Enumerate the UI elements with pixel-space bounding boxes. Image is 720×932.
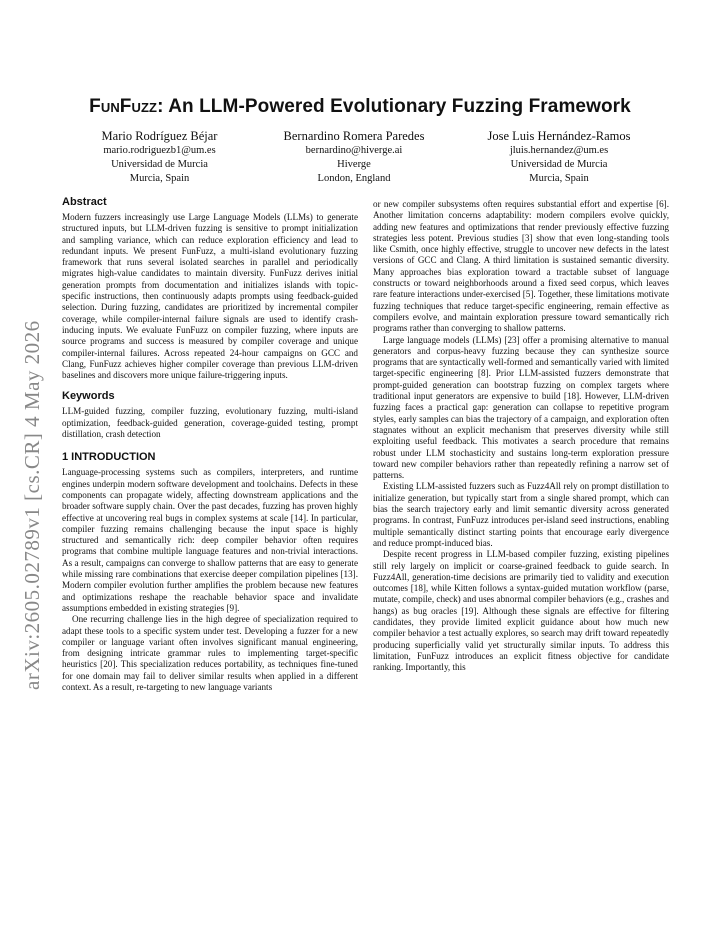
- introduction-heading: 1 INTRODUCTION: [62, 451, 156, 464]
- author-2: [254, 128, 454, 186]
- author-email: bernardino@hiverge.ai: [305, 145, 403, 156]
- paper-title: [40, 96, 680, 118]
- keywords-text: LLM-guided fuzzing, compiler fuzzing, evolutionary fuzzing, multi-island optimization, feedback-guided generation, coverage-guided testing, prompt distillation, crash detection: [62, 406, 358, 440]
- author-3: [454, 128, 664, 186]
- author-name: Mario Rodríguez Béjar: [101, 129, 218, 143]
- abstract-text: Modern fuzzers increasingly use Large Language Models (LLMs) to generate structured inputs, but LLM-driven fuzzing is sensitive to prompt initialization and sampling variance, which can reduce exploration efficiency and lead to redundant inputs. We present FunFuzz, a multi-island evolutionary fuzzing framework that runs several isolated searches in parallel and periodically migrates high-value candidates to maintain diversity. FunFuzz derives initial generation prompts from documentation and initializes islands with topic-specific instructions, then continuously adapts prompts using feedback-guided selection. During fuzzing, candidates are prioritized by incremental compiler coverage, while compiler-internal failure signals are used to identify crash-inducing inputs. We evaluate FunFuzz on compiler fuzzing, where inputs are source programs and success is measured by compiler coverage and unique compiler-internal failures. Across repeated 24-hour campaigns on GCC and Clang, FunFuzz achieves higher compiler coverage than previous LLM-driven baselines and discovers more unique failure-triggering inputs.: [62, 212, 358, 381]
- intro-paragraph: Language-processing systems such as compilers, interpreters, and runtime engines underpin modern software development and toolchains. Defects in these components can propagate widely, affecting downstream applications and the broader software supply chain. Over the past decades, fuzzing has proven highly effective at uncovering real bugs in complex systems at scale [14]. In particular, compiler fuzzing remains challenging because the input space is highly structured and semantically rich: deep compiler behavior often requires programs that combine multiple language features and non-trivial interactions. As a result, campaigns can converge to shallow patterns that are easy to generate while missing rare combinations that exercise deeper compilation pipelines [13]. Modern compiler evolution further amplifies the problem because new features and optimizations reshape the reachable behavior space and invalidate assumptions embedded in existing strategies [9].: [62, 467, 358, 613]
- author-location: Murcia, Spain: [129, 173, 190, 184]
- abstract-heading: Abstract: [62, 196, 107, 208]
- author-location: London, England: [317, 173, 391, 184]
- title-rest: : An LLM-Powered Evolutionary Fuzzing Framework: [157, 96, 631, 117]
- left-column: [62, 195, 358, 693]
- arxiv-identifier: arXiv:2605.02789v1 [cs.CR] 4 May 2026: [20, 320, 44, 690]
- author-location: Murcia, Spain: [529, 173, 589, 184]
- intro-paragraph: or new compiler subsystems often requires substantial effort and expertise [6]. Another limitation concerns adaptability: modern compilers evolve quickly, adding new features and optimizations that render previously effective fuzzing strategies less potent. Previous studies [3] show that even long-standing tools like Csmith, once highly effective, struggle to uncover new defects in the latest versions of GCC and Clang. A third limitation is sustained semantic diversity. Many approaches bias exploration toward a tractable subset of language constructs or toward neighborhoods around a fixed seed corpus, which leaves rare feature interactions under-exercised [5]. Together, these limitations motivate fuzzing techniques that reduce target-specific engineering, remain effective as compilers evolve, and maintain exploration pressure toward semantically rich programs rather than converging to shallow patterns.: [373, 199, 669, 334]
- author-block: [82, 128, 660, 190]
- intro-paragraph: Existing LLM-assisted fuzzers such as Fuzz4All rely on prompt distillation to initialize generation, but typically start from a single shared prompt, which can bias the search trajectory early and limit semantic diversity across generated programs. In contrast, FunFuzz introduces per-island seed instructions, enabling multiple semantically distinct starting points that encourage early divergence and reduce prompt-induced bias.: [373, 481, 669, 548]
- author-email: jluis.hernandez@um.es: [509, 145, 609, 156]
- author-affiliation: Universidad de Murcia: [111, 159, 208, 170]
- title-system-name: FunFuzz: [89, 96, 158, 117]
- author-name: Jose Luis Hernández-Ramos: [487, 129, 631, 143]
- author-name: Bernardino Romera Paredes: [283, 129, 425, 143]
- keywords-heading: Keywords: [62, 390, 115, 403]
- author-email: mario.rodriguezb1@um.es: [103, 145, 216, 156]
- author-affiliation: Universidad de Murcia: [510, 159, 608, 170]
- author-affiliation: Hiverge: [337, 159, 371, 170]
- right-column: [373, 199, 669, 673]
- intro-paragraph: One recurring challenge lies in the high degree of specialization required to adapt these tools to a specific system under test. Developing a fuzzer for a new compiler or language variant often involves significant manual engineering, from designing intricate grammar rules to implementing target-specific heuristics [20]. This specialization reduces portability, as techniques fine-tuned for one domain may fail to deliver similar results when applied in a different context. As a result, re-targeting to new language variants: [62, 614, 358, 692]
- author-1: [82, 128, 237, 186]
- intro-paragraph: Despite recent progress in LLM-based compiler fuzzing, existing pipelines still rely largely on implicit or coarse-grained feedback to guide search. In Fuzz4All, generation-time decisions are primarily tied to validity and execution outcomes [18], while Kitten follows a syntax-guided mutation workflow (parse, mutate, compile, check) and uses abnormal compiler behaviors (e.g., crashes and hangs) as bug oracles [19]. Although these signals are effective for filtering candidates, they provide limited explicit guidance about how much new compiler behavior a test actually explores, so search may drift toward repeatedly producing superficially valid yet structurally similar inputs. To address this limitation, FunFuzz introduces an explicit fitness objective for candidate ranking. Importantly, this: [373, 549, 669, 673]
- intro-paragraph: Large language models (LLMs) [23] offer a promising alternative to manual generators and corpus-heavy fuzzing because they can synthesize source programs that are syntactically well-formed and semantically varied with limited target-specific engineering [8]. Prior LLM-assisted fuzzers demonstrate that prompt-guided generation can bootstrap fuzzing on complex targets where traditional input generators are expensive to build [18]. However, LLM-driven fuzzing faces a practical gap: generation can collapse to repetitive program styles, early samples can bias the trajectory of a campaign, and exploration often stagnates without an explicit mechanism that preserves diversity while still exploiting useful feedback. This motivates a search procedure that remains robust under LLM stochasticity and sustains long-term exploration pressure toward new compiler behaviors rather than repeatedly refining a narrow set of patterns.: [373, 334, 669, 481]
